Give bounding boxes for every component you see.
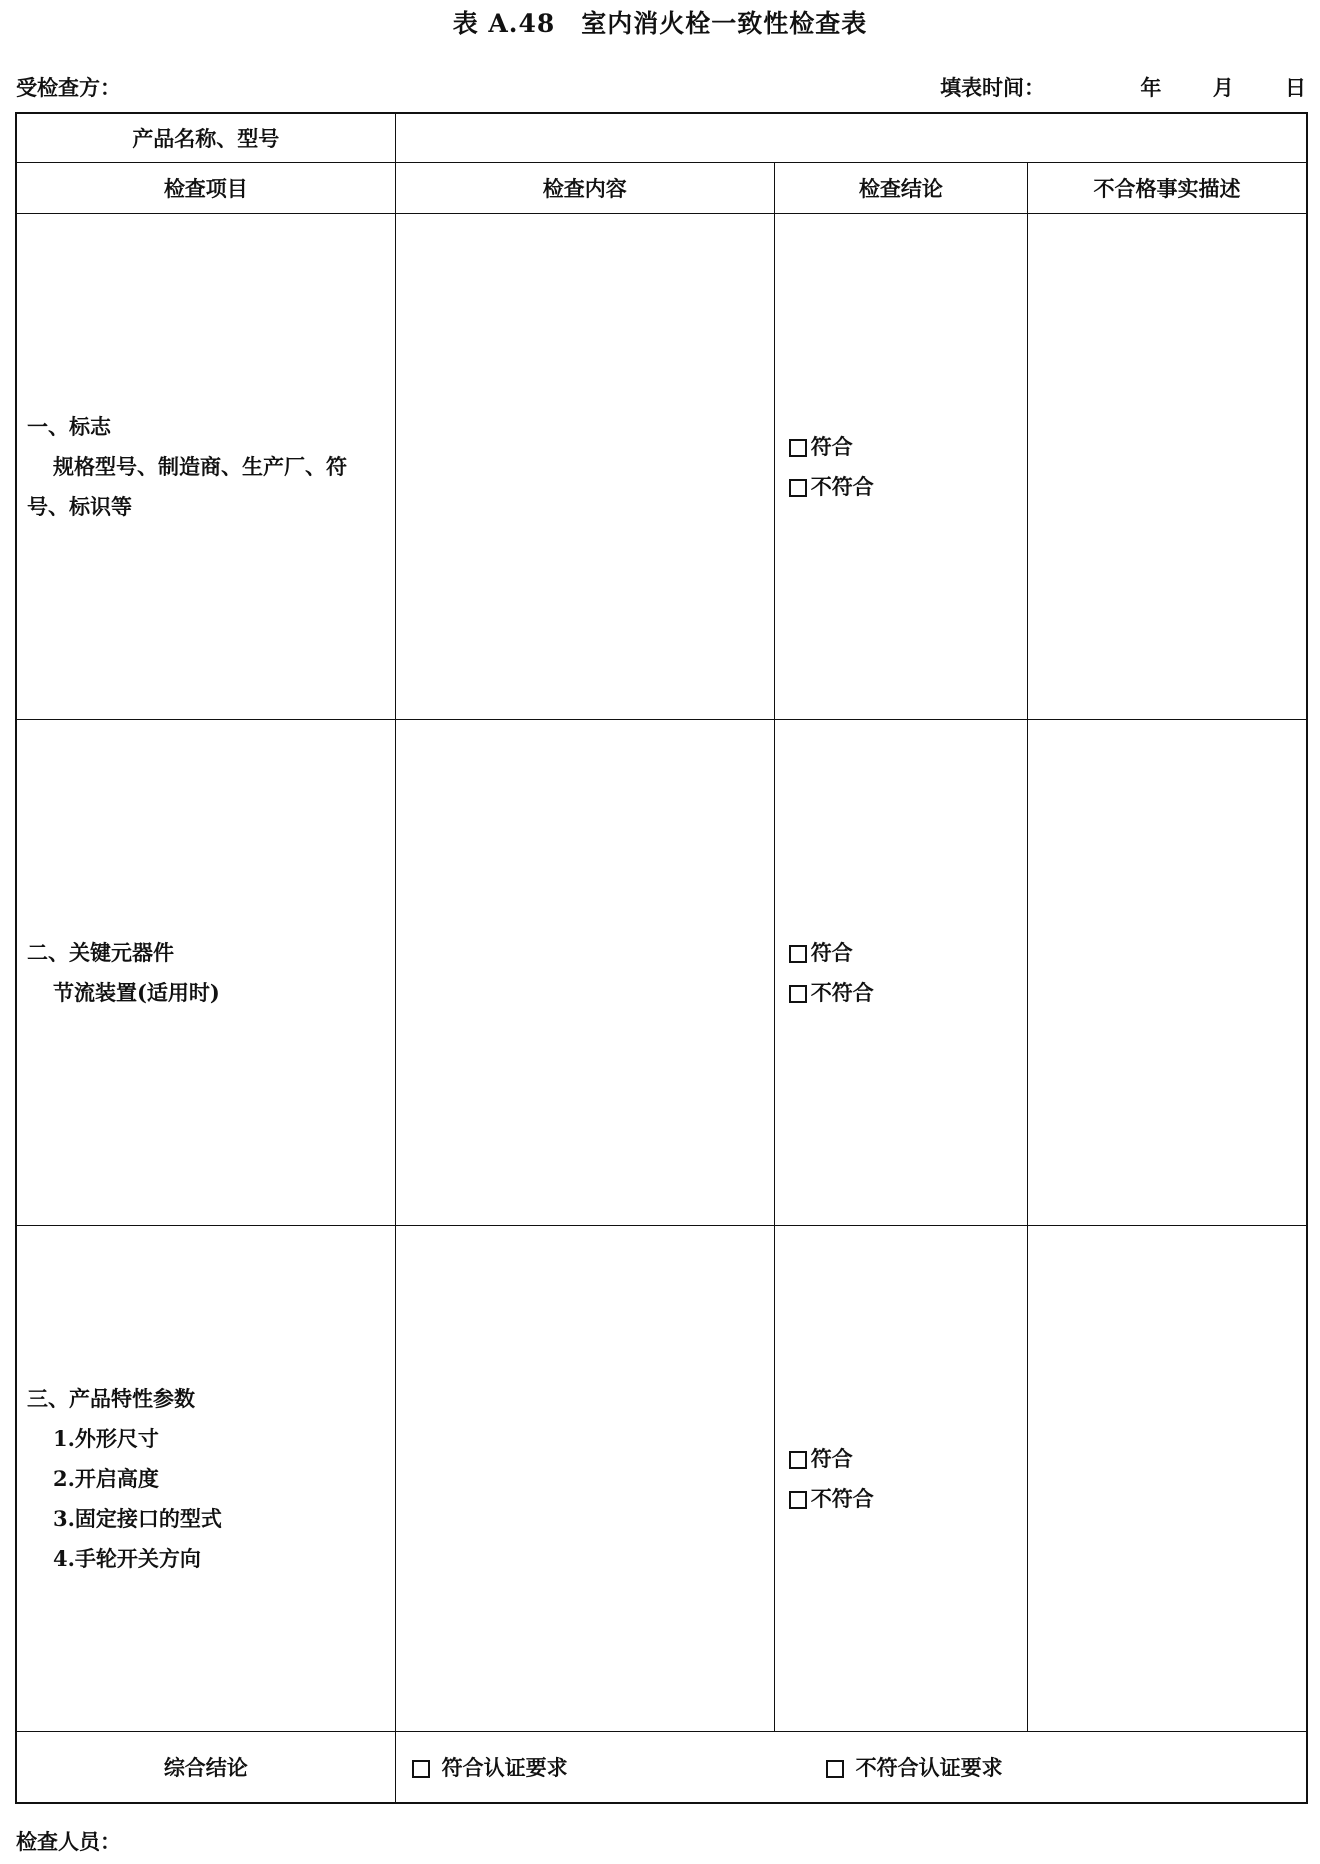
description-field[interactable] — [1027, 1226, 1307, 1732]
item-marking — [16, 214, 395, 720]
date-day-label: 日 — [1285, 75, 1306, 100]
option-nonconform[interactable] — [789, 973, 1027, 1013]
item-product-parameters — [16, 1226, 395, 1732]
result-options — [774, 1226, 1027, 1732]
option-nonconform[interactable] — [789, 1479, 1027, 1519]
option-label: 不符合认证要求 — [855, 1755, 1003, 1780]
inspected-party-label: 受检查方： — [16, 75, 121, 100]
description-field[interactable] — [1027, 720, 1307, 1226]
summary-label: 综合结论 — [16, 1732, 395, 1804]
summary-option-fail[interactable] — [826, 1752, 1003, 1782]
option-label: 符合 — [810, 939, 853, 965]
checkbox-icon[interactable] — [789, 479, 807, 497]
checkbox-icon[interactable] — [789, 945, 807, 963]
inspection-table — [15, 112, 1308, 1804]
item-detail: 2.开启高度 — [53, 1465, 159, 1491]
option-nonconform[interactable] — [789, 467, 1027, 507]
option-conform[interactable] — [789, 933, 1027, 973]
header-inspection-result: 检查结论 — [774, 163, 1027, 214]
checkbox-icon[interactable] — [789, 439, 807, 457]
item-detail: 3.固定接口的型式 — [53, 1505, 222, 1531]
item-title: 三、产品特性参数 — [27, 1385, 195, 1411]
inspector-label: 检查人员： — [16, 1829, 121, 1854]
header-inspection-content: 检查内容 — [395, 163, 774, 214]
summary-option-pass[interactable] — [412, 1752, 568, 1782]
item-detail: 1.外形尺寸 — [53, 1425, 159, 1451]
checkbox-icon[interactable] — [412, 1760, 430, 1778]
option-label: 不符合 — [810, 473, 874, 499]
checkbox-icon[interactable] — [789, 1491, 807, 1509]
product-name-label: 产品名称、型号 — [16, 113, 395, 163]
item-detail: 节流装置(适用时) — [53, 979, 220, 1005]
description-field[interactable] — [1027, 214, 1307, 720]
item-detail: 号、标识等 — [27, 493, 132, 519]
option-label: 不符合 — [810, 979, 874, 1005]
date-year-label: 年 — [1140, 75, 1162, 100]
option-conform[interactable] — [789, 1439, 1027, 1479]
table-header-row — [16, 163, 1307, 214]
table-row — [16, 1226, 1307, 1732]
item-title: 一、标志 — [27, 413, 111, 439]
product-name-field[interactable] — [395, 113, 1307, 163]
date-month-label: 月 — [1212, 75, 1234, 100]
item-detail: 4.手轮开关方向 — [53, 1545, 201, 1571]
summary-row — [16, 1732, 1307, 1804]
item-key-components — [16, 720, 395, 1226]
item-title: 二、关键元器件 — [27, 939, 174, 965]
option-conform[interactable] — [789, 427, 1027, 467]
content-field[interactable] — [395, 720, 774, 1226]
result-options — [774, 720, 1027, 1226]
checkbox-icon[interactable] — [789, 985, 807, 1003]
content-field[interactable] — [395, 1226, 774, 1732]
date-label: 填表时间： — [940, 75, 1046, 100]
option-label: 符合 — [810, 1445, 853, 1471]
content-field[interactable] — [395, 214, 774, 720]
option-label: 不符合 — [810, 1485, 874, 1511]
header-nonconformity-description: 不合格事实描述 — [1027, 163, 1307, 214]
option-label: 符合认证要求 — [441, 1755, 568, 1780]
product-name-row — [16, 113, 1307, 163]
checkbox-icon[interactable] — [789, 1451, 807, 1469]
header-inspection-item: 检查项目 — [16, 163, 395, 214]
result-options — [774, 214, 1027, 720]
date-fill-area — [940, 72, 1306, 102]
summary-options — [395, 1732, 1307, 1804]
table-row — [16, 720, 1307, 1226]
option-label: 符合 — [810, 433, 853, 459]
table-row — [16, 214, 1307, 720]
checkbox-icon[interactable] — [826, 1760, 844, 1778]
page-title: 表 A.48 室内消火栓一致性检查表 — [452, 9, 868, 38]
item-detail: 规格型号、制造商、生产厂、符 — [53, 453, 347, 479]
